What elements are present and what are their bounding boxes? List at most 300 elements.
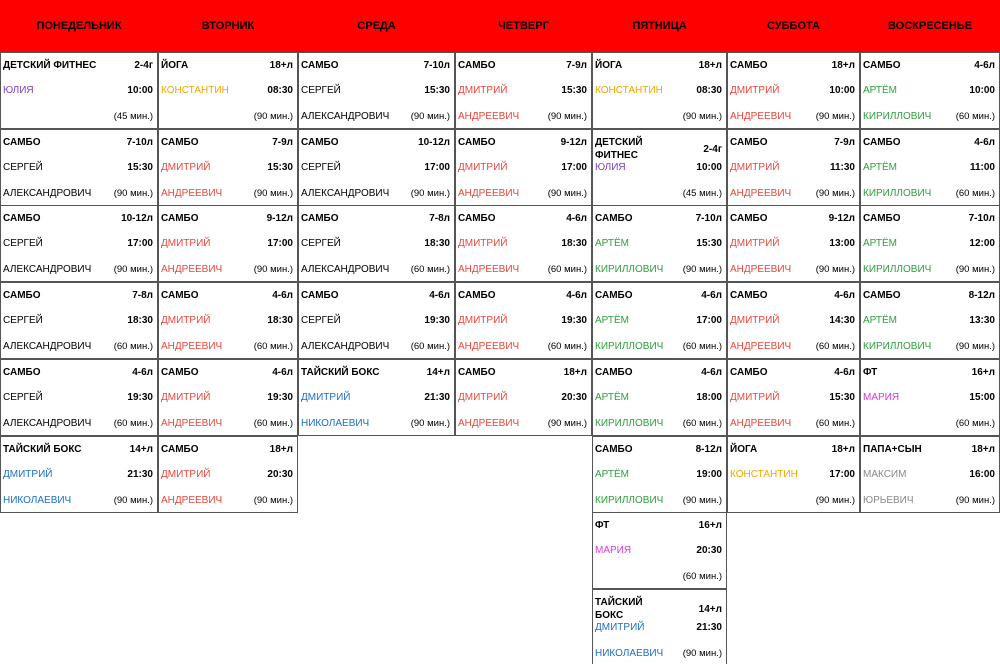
instructor-first-name: ДМИТРИЙ (458, 85, 508, 96)
class-time: 11:00 (969, 161, 995, 173)
patronymic-duration-row (458, 417, 591, 433)
class-card (298, 52, 455, 129)
patronymic-duration-row (458, 340, 591, 356)
class-title: САМБО (3, 290, 41, 302)
class-title-row (595, 366, 726, 382)
class-time: 15:30 (424, 85, 450, 96)
instructor-patronymic: АНДРЕЕВИЧ (730, 264, 792, 276)
age-group: 16+л (698, 520, 722, 532)
patronymic-duration-row (458, 110, 591, 126)
patronymic-duration-row (458, 187, 591, 203)
class-time: 20:30 (561, 391, 587, 403)
patronymic-duration-row (863, 494, 999, 510)
class-time: 19:30 (127, 391, 153, 403)
class-title: САМБО (863, 60, 901, 71)
day-header-2: СРЕДА (298, 0, 455, 52)
class-title: САМБО (863, 213, 901, 225)
patronymic-duration-row (595, 340, 726, 356)
age-group: 9-12л (266, 213, 293, 225)
class-card (298, 282, 455, 359)
day-header-3: ЧЕТВЕРГ (455, 0, 592, 52)
class-duration: (90 мин.) (815, 111, 855, 122)
class-time: 15:30 (561, 85, 587, 96)
age-group: 7-10л (126, 136, 153, 148)
class-title: САМБО (863, 290, 901, 302)
instructor-time-row (301, 161, 454, 177)
instructor-first-name: ДМИТРИЙ (458, 315, 508, 327)
instructor-patronymic: АЛЕКСАНДРОВИЧ (3, 417, 92, 429)
instructor-patronymic: АНДРЕЕВИЧ (161, 341, 223, 353)
class-duration: (60 мин.) (113, 417, 153, 429)
instructor-time-row (3, 314, 157, 330)
class-title-row (161, 289, 297, 305)
instructor-first-name: ДМИТРИЙ (730, 391, 780, 403)
class-title-row (3, 59, 157, 75)
age-group: 14+л (698, 603, 722, 615)
age-group: 18+л (831, 60, 855, 71)
age-group: 2-4г (134, 60, 153, 71)
class-title: САМБО (301, 290, 339, 302)
class-card (592, 129, 727, 206)
instructor-time-row (863, 391, 999, 407)
instructor-time-row (458, 237, 591, 253)
class-card (592, 589, 727, 664)
class-card (0, 205, 158, 282)
class-duration: (60 мин.) (253, 417, 293, 429)
instructor-first-name: СЕРГЕЙ (301, 161, 341, 173)
class-title: САМБО (161, 443, 199, 455)
class-title: ПАПА+СЫН (863, 443, 922, 455)
class-title-row (863, 289, 999, 305)
class-title-row (3, 289, 157, 305)
instructor-patronymic: НИКОЛАЕВИЧ (3, 494, 72, 506)
patronymic-duration-row (301, 263, 454, 279)
instructor-time-row (458, 391, 591, 407)
class-title: САМБО (301, 60, 339, 71)
instructor-first-name: СЕРГЕЙ (3, 391, 43, 403)
patronymic-duration-row (3, 494, 157, 510)
class-time: 15:30 (267, 161, 293, 173)
class-card (592, 205, 727, 282)
class-time: 10:00 (969, 85, 995, 96)
class-title: САМБО (730, 290, 768, 302)
class-title-row (730, 366, 859, 382)
class-time: 18:30 (127, 315, 153, 327)
class-card (860, 129, 1000, 206)
instructor-first-name: ДМИТРИЙ (161, 238, 211, 250)
class-card (727, 52, 860, 129)
instructor-first-name: СЕРГЕЙ (301, 315, 341, 327)
class-title: ДЕТСКИЙ ФИТНЕС (3, 60, 97, 71)
instructor-time-row (3, 391, 157, 407)
class-title-row (863, 212, 999, 228)
instructor-patronymic: АЛЕКСАНДРОВИЧ (3, 187, 92, 199)
instructor-patronymic: КИРИЛЛОВИЧ (595, 341, 664, 353)
class-duration: (90 мин.) (253, 111, 293, 122)
instructor-time-row (595, 391, 726, 407)
class-title-row (595, 596, 726, 621)
instructor-first-name: АРТЁМ (595, 238, 630, 250)
class-title: ЙОГА (730, 443, 758, 455)
class-duration: (90 мин.) (815, 264, 855, 276)
class-card (592, 512, 727, 589)
class-card (727, 282, 860, 359)
age-group: 4-6л (701, 366, 722, 378)
class-card (592, 359, 727, 436)
class-title: САМБО (301, 213, 339, 225)
class-time: 21:30 (127, 468, 153, 480)
instructor-first-name: ДМИТРИЙ (730, 238, 780, 250)
instructor-patronymic: АНДРЕЕВИЧ (730, 187, 792, 199)
instructor-patronymic: КИРИЛЛОВИЧ (595, 264, 664, 276)
class-title-row (161, 136, 297, 152)
instructor-time-row (3, 161, 157, 177)
instructor-time-row (161, 237, 297, 253)
instructor-time-row (730, 84, 859, 100)
class-card (860, 205, 1000, 282)
class-time: 19:30 (267, 391, 293, 403)
instructor-time-row (458, 84, 591, 100)
class-card (158, 436, 298, 513)
class-card (592, 436, 727, 513)
instructor-first-name: АРТЁМ (595, 468, 630, 480)
patronymic-duration-row (730, 187, 859, 203)
class-title: САМБО (730, 213, 768, 225)
instructor-first-name: АРТЁМ (595, 315, 630, 327)
age-group: 4-6л (974, 136, 995, 148)
class-title: САМБО (161, 366, 199, 378)
patronymic-duration-row (161, 340, 297, 356)
class-title: САМБО (595, 443, 633, 455)
class-title-row (161, 443, 297, 459)
class-title: САМБО (595, 290, 633, 302)
instructor-first-name: СЕРГЕЙ (3, 238, 43, 250)
instructor-first-name: АРТЁМ (863, 85, 898, 96)
class-card (0, 436, 158, 513)
age-group: 4-6л (132, 366, 153, 378)
instructor-time-row (863, 84, 999, 100)
class-duration: (60 мин.) (815, 417, 855, 429)
instructor-time-row (458, 314, 591, 330)
instructor-first-name: ДМИТРИЙ (458, 161, 508, 173)
age-group: 9-12л (828, 213, 855, 225)
class-time: 14:30 (829, 315, 855, 327)
patronymic-duration-row (730, 110, 859, 126)
patronymic-duration-row (730, 340, 859, 356)
class-duration: (90 мин.) (682, 264, 722, 276)
age-group: 4-6л (701, 290, 722, 302)
class-title-row (161, 59, 297, 75)
age-group: 4-6л (566, 290, 587, 302)
class-title-row (863, 443, 999, 459)
instructor-patronymic: КИРИЛЛОВИЧ (863, 187, 932, 199)
age-group: 18+л (269, 60, 293, 71)
age-group: 4-6л (429, 290, 450, 302)
class-duration: (90 мин.) (547, 187, 587, 199)
class-duration: (90 мин.) (253, 264, 293, 276)
age-group: 18+л (269, 443, 293, 455)
instructor-patronymic: КИРИЛЛОВИЧ (863, 264, 932, 276)
instructor-first-name: ДМИТРИЙ (730, 161, 780, 173)
age-group: 2-4г (703, 143, 722, 155)
class-title: САМБО (458, 136, 496, 148)
class-time: 08:30 (696, 85, 722, 96)
instructor-first-name: ДМИТРИЙ (161, 161, 211, 173)
instructor-patronymic: ЮРЬЕВИЧ (863, 494, 914, 506)
class-time: 15:30 (696, 238, 722, 250)
class-time: 17:00 (267, 238, 293, 250)
class-duration: (60 мин.) (682, 341, 722, 353)
instructor-first-name: ДМИТРИЙ (161, 391, 211, 403)
instructor-patronymic: АНДРЕЕВИЧ (730, 417, 792, 429)
instructor-time-row (161, 391, 297, 407)
patronymic-duration-row (863, 110, 999, 126)
class-time: 19:30 (424, 315, 450, 327)
day-header-4: ПЯТНИЦА (592, 0, 727, 52)
class-time: 19:30 (561, 315, 587, 327)
class-card (0, 52, 158, 129)
class-duration: (90 мин.) (547, 111, 587, 122)
patronymic-duration-row (3, 187, 157, 203)
class-time: 10:00 (127, 85, 153, 96)
class-title: САМБО (161, 290, 199, 302)
patronymic-duration-row (301, 187, 454, 203)
class-duration: (90 мин.) (410, 111, 450, 122)
class-title-row (161, 366, 297, 382)
instructor-time-row (161, 84, 297, 100)
class-title-row (3, 443, 157, 459)
class-time: 17:00 (696, 315, 722, 327)
instructor-first-name: МАКСИМ (863, 468, 907, 480)
instructor-first-name: КОНСТАНТИН (730, 468, 798, 480)
instructor-time-row (595, 237, 726, 253)
instructor-patronymic: АНДРЕЕВИЧ (458, 111, 520, 122)
age-group: 7-10л (695, 213, 722, 225)
class-title-row (301, 212, 454, 228)
instructor-time-row (161, 468, 297, 484)
class-title: ЙОГА (595, 60, 623, 71)
class-title-row (301, 289, 454, 305)
age-group: 9-12л (560, 136, 587, 148)
class-time: 19:00 (696, 468, 722, 480)
class-card (455, 282, 592, 359)
class-title: САМБО (595, 213, 633, 225)
class-duration: (90 мин.) (253, 494, 293, 506)
patronymic-duration-row (595, 263, 726, 279)
instructor-first-name: ЮЛИЯ (595, 161, 626, 173)
class-time: 10:00 (829, 85, 855, 96)
patronymic-duration-row (161, 417, 297, 433)
age-group: 18+л (563, 366, 587, 378)
class-duration: (60 мин.) (955, 111, 995, 122)
instructor-first-name: ДМИТРИЙ (161, 468, 211, 480)
instructor-time-row (595, 468, 726, 484)
class-time: 17:00 (127, 238, 153, 250)
day-header-6: ВОСКРЕСЕНЬЕ (860, 0, 1000, 52)
instructor-patronymic: АНДРЕЕВИЧ (161, 264, 223, 276)
class-title: ТАЙСКИЙ БОКС (3, 443, 82, 455)
day-header-1: ВТОРНИК (158, 0, 298, 52)
instructor-first-name: СЕРГЕЙ (301, 85, 341, 96)
instructor-time-row (458, 161, 591, 177)
patronymic-duration-row (595, 187, 726, 203)
age-group: 7-9л (834, 136, 855, 148)
instructor-patronymic: АЛЕКСАНДРОВИЧ (301, 341, 390, 353)
class-duration: (90 мин.) (682, 111, 722, 122)
class-title-row (863, 366, 999, 382)
age-group: 10-12л (418, 136, 450, 148)
instructor-first-name: АРТЁМ (595, 391, 630, 403)
age-group: 4-6л (272, 366, 293, 378)
age-group: 18+л (971, 443, 995, 455)
instructor-patronymic: КИРИЛЛОВИЧ (595, 417, 664, 429)
instructor-first-name: СЕРГЕЙ (3, 161, 43, 173)
class-title-row (595, 212, 726, 228)
age-group: 7-10л (968, 213, 995, 225)
class-time: 17:00 (561, 161, 587, 173)
patronymic-duration-row (161, 263, 297, 279)
instructor-time-row (301, 237, 454, 253)
class-time: 17:00 (424, 161, 450, 173)
patronymic-duration-row (3, 110, 157, 126)
class-card (298, 205, 455, 282)
patronymic-duration-row (863, 340, 999, 356)
patronymic-duration-row (863, 187, 999, 203)
patronymic-duration-row (595, 417, 726, 433)
class-title-row (863, 59, 999, 75)
class-title-row (595, 443, 726, 459)
class-title: ТАЙСКИЙ БОКС (595, 596, 643, 621)
instructor-patronymic: АЛЕКСАНДРОВИЧ (301, 111, 390, 122)
class-card (0, 129, 158, 206)
class-duration: (60 мин.) (682, 571, 722, 583)
class-card (592, 52, 727, 129)
class-time: 18:30 (561, 238, 587, 250)
patronymic-duration-row (3, 263, 157, 279)
age-group: 14+л (426, 366, 450, 378)
class-title-row (730, 443, 859, 459)
age-group: 7-9л (566, 60, 587, 71)
age-group: 10-12л (121, 213, 153, 225)
instructor-first-name: ДМИТРИЙ (301, 391, 351, 403)
age-group: 18+л (831, 443, 855, 455)
class-title-row (730, 212, 859, 228)
class-title-row (730, 136, 859, 152)
class-title-row (301, 59, 454, 75)
age-group: 4-6л (566, 213, 587, 225)
class-duration: (60 мин.) (410, 264, 450, 276)
instructor-first-name: ДМИТРИЙ (730, 85, 780, 96)
class-card (455, 129, 592, 206)
patronymic-duration-row (730, 417, 859, 433)
class-title-row (161, 212, 297, 228)
instructor-patronymic: КИРИЛЛОВИЧ (863, 341, 932, 353)
class-duration: (90 мин.) (682, 494, 722, 506)
class-duration: (90 мин.) (113, 494, 153, 506)
patronymic-duration-row (730, 263, 859, 279)
class-card (860, 359, 1000, 436)
instructor-time-row (730, 314, 859, 330)
instructor-patronymic: АНДРЕЕВИЧ (458, 341, 520, 353)
age-group: 7-8л (429, 213, 450, 225)
instructor-first-name: МАРИЯ (863, 391, 900, 403)
class-card (860, 282, 1000, 359)
class-duration: (90 мин.) (410, 187, 450, 199)
class-card (298, 129, 455, 206)
class-title-row (458, 289, 591, 305)
class-time: 15:30 (829, 391, 855, 403)
instructor-patronymic: КИРИЛЛОВИЧ (863, 111, 932, 122)
class-title: ФТ (595, 520, 610, 532)
age-group: 16+л (971, 366, 995, 378)
instructor-first-name: МАРИЯ (595, 545, 632, 557)
instructor-first-name: АРТЁМ (863, 161, 898, 173)
class-duration: (60 мин.) (253, 341, 293, 353)
age-group: 7-8л (132, 290, 153, 302)
class-title-row (3, 136, 157, 152)
class-duration: (60 мин.) (547, 341, 587, 353)
patronymic-duration-row (161, 494, 297, 510)
class-title: САМБО (161, 213, 199, 225)
class-title-row (458, 212, 591, 228)
class-duration: (60 мин.) (682, 417, 722, 429)
instructor-patronymic: АНДРЕЕВИЧ (730, 111, 792, 122)
instructor-first-name: ДМИТРИЙ (161, 315, 211, 327)
class-time: 11:30 (829, 161, 855, 173)
class-title: САМБО (458, 366, 496, 378)
class-time: 21:30 (696, 621, 722, 633)
instructor-first-name: КОНСТАНТИН (161, 85, 229, 96)
class-duration: (45 мин.) (113, 111, 153, 122)
age-group: 4-6л (834, 290, 855, 302)
class-duration: (90 мин.) (955, 264, 995, 276)
patronymic-duration-row (595, 494, 726, 510)
class-title: САМБО (301, 136, 339, 148)
class-title-row (458, 136, 591, 152)
patronymic-duration-row (3, 340, 157, 356)
class-time: 21:30 (424, 391, 450, 403)
instructor-first-name: ДМИТРИЙ (458, 238, 508, 250)
class-time: 15:30 (127, 161, 153, 173)
class-title-row (301, 366, 454, 382)
age-group: 8-12л (695, 443, 722, 455)
instructor-patronymic: АЛЕКСАНДРОВИЧ (3, 341, 92, 353)
instructor-time-row (730, 237, 859, 253)
class-duration: (90 мин.) (682, 647, 722, 659)
patronymic-duration-row (301, 417, 454, 433)
class-title: САМБО (161, 136, 199, 148)
class-title: ЙОГА (161, 60, 189, 71)
instructor-time-row (161, 161, 297, 177)
instructor-patronymic: АЛЕКСАНДРОВИЧ (301, 264, 390, 276)
age-group: 18+л (698, 60, 722, 71)
class-time: 10:00 (696, 161, 722, 173)
class-card (455, 205, 592, 282)
instructor-patronymic: АНДРЕЕВИЧ (730, 341, 792, 353)
class-card (727, 205, 860, 282)
class-time: 20:30 (267, 468, 293, 480)
class-duration: (60 мин.) (410, 341, 450, 353)
class-time: 12:00 (969, 238, 995, 250)
class-card (592, 282, 727, 359)
instructor-time-row (595, 314, 726, 330)
class-title-row (3, 366, 157, 382)
class-title: САМБО (458, 60, 496, 71)
instructor-time-row (595, 161, 726, 177)
age-group: 7-10л (423, 60, 450, 71)
class-card (158, 52, 298, 129)
instructor-time-row (730, 468, 859, 484)
